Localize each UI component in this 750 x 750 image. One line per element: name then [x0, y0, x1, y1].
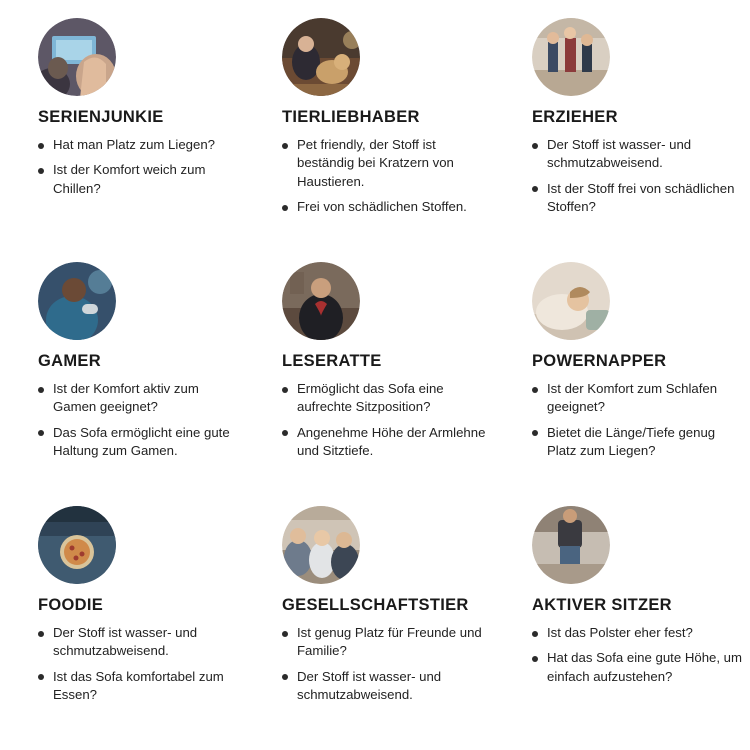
- photo-person-gaming-controller-icon: [38, 262, 116, 340]
- persona-bullets: [532, 624, 742, 686]
- persona-card-tierliebhaber: [250, 18, 500, 262]
- photo-person-reading-book-icon: [282, 262, 360, 340]
- list-item: Ist der Komfort aktiv zum Gamen geeignet?: [38, 380, 236, 417]
- photo-man-standing-up-icon: [532, 506, 610, 584]
- list-item: Der Stoff ist wasser- und schmutzabweisend.: [38, 624, 236, 661]
- persona-title: GAMER: [38, 352, 101, 370]
- photo-children-jumping-icon: [532, 18, 610, 96]
- list-item: Bietet die Länge/Tiefe genug Platz zum Liegen?: [532, 424, 742, 461]
- persona-title: SERIENJUNKIE: [38, 108, 164, 126]
- persona-card-powernapper: [500, 262, 750, 506]
- persona-title: POWERNAPPER: [532, 352, 667, 370]
- persona-card-serienjunkie: [0, 18, 250, 262]
- persona-card-gesellschaftstier: [250, 506, 500, 750]
- list-item: Ist der Komfort zum Schlafen geeignet?: [532, 380, 742, 417]
- photo-man-with-dog-on-sofa-icon: [282, 18, 360, 96]
- photo-woman-sleeping-on-sofa-icon: [532, 262, 610, 340]
- persona-title: GESELLSCHAFTSTIER: [282, 596, 469, 614]
- persona-bullets: [532, 136, 742, 217]
- list-item: Hat das Sofa eine gute Höhe, um einfach aufzustehen?: [532, 649, 742, 686]
- persona-title: AKTIVER SITZER: [532, 596, 672, 614]
- persona-card-aktiver-sitzer: [500, 506, 750, 750]
- persona-card-foodie: [0, 506, 250, 750]
- persona-bullets: [282, 136, 490, 217]
- persona-bullets: [282, 624, 490, 705]
- photo-couple-watching-tv-icon: [38, 18, 116, 96]
- list-item: Das Sofa ermöglicht eine gute Haltung zum Gamen.: [38, 424, 236, 461]
- list-item: Ist das Polster eher fest?: [532, 624, 742, 642]
- list-item: Pet friendly, der Stoff ist beständig bei Kratzern von Haustieren.: [282, 136, 490, 191]
- persona-bullets: [282, 380, 490, 461]
- list-item: Ist der Komfort weich zum Chillen?: [38, 161, 236, 198]
- list-item: Frei von schädlichen Stoffen.: [282, 198, 490, 216]
- persona-bullets: [38, 136, 236, 198]
- persona-card-leseratte: [250, 262, 500, 506]
- photo-pizza-on-lap-icon: [38, 506, 116, 584]
- persona-card-erzieher: [500, 18, 750, 262]
- list-item: Ist genug Platz für Freunde und Familie?: [282, 624, 490, 661]
- persona-title: TIERLIEBHABER: [282, 108, 420, 126]
- persona-bullets: [38, 380, 236, 461]
- persona-card-gamer: [0, 262, 250, 506]
- list-item: Ermöglicht das Sofa eine aufrechte Sitzposition?: [282, 380, 490, 417]
- list-item: Ist der Stoff frei von schädlichen Stoffen?: [532, 180, 742, 217]
- persona-bullets: [38, 624, 236, 705]
- persona-title: LESERATTE: [282, 352, 382, 370]
- list-item: Der Stoff ist wasser- und schmutzabweisend.: [532, 136, 742, 173]
- list-item: Angenehme Höhe der Armlehne und Sitztiefe.: [282, 424, 490, 461]
- persona-title: ERZIEHER: [532, 108, 618, 126]
- list-item: Ist das Sofa komfortabel zum Essen?: [38, 668, 236, 705]
- persona-title: FOODIE: [38, 596, 104, 614]
- list-item: Der Stoff ist wasser- und schmutzabweisend.: [282, 668, 490, 705]
- persona-bullets: [532, 380, 742, 461]
- list-item: Hat man Platz zum Liegen?: [38, 136, 236, 154]
- photo-friends-on-sofa-icon: [282, 506, 360, 584]
